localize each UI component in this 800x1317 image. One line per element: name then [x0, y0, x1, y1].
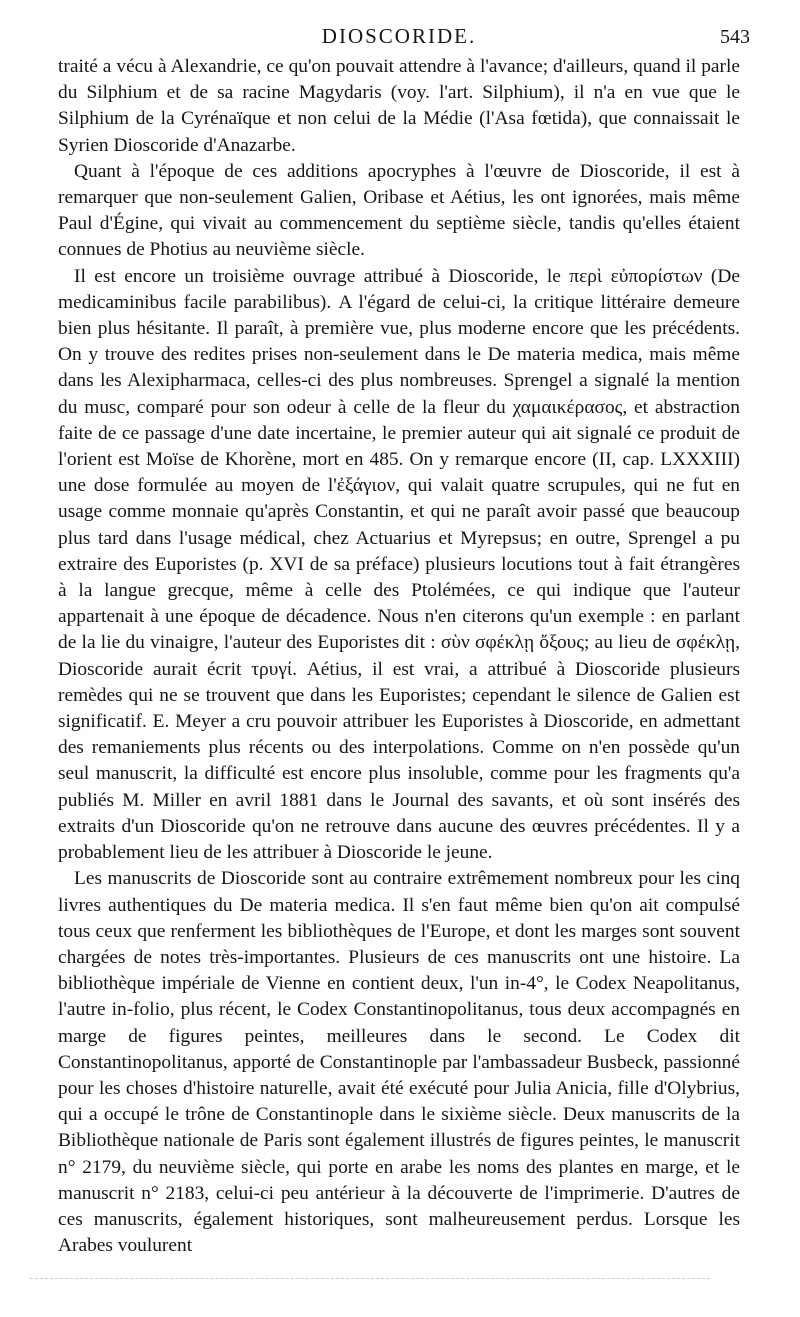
- body-text: [58, 54, 740, 1259]
- running-head: DIOSCORIDE.: [321, 24, 477, 48]
- paragraph: Les manuscrits de Dioscoride sont au contraire extrêmement nombreux pour les cinq livres authentiques du De materia medica. Il s'en faut même bien qu'on ait compulsé tous ceux que renferment les bibliothèques de l'Europe, et dont les marges sont souvent chargées de notes très-importantes. Plusieurs de ces manuscrits ont une histoire. La bibliothèque impériale de Vienne en contient deux, l'un in-4°, le Codex Neapolitanus, l'autre in-folio, plus récent, le Codex Constantinopolitanus, tous deux accompagnés en marge de figures peintes, meilleures dans le second. Le Codex dit Constantinopolitanus, apporté de Constantinople par l'ambassadeur Busbeck, passionné pour les choses d'histoire naturelle, avait été exécuté pour Julia Anicia, fille d'Olybrius, qui a occupé le trône de Constantinople dans le sixième siècle. Deux manuscrits de la Bibliothèque nationale de Paris sont également illustrés de figures peintes, le manuscrit n° 2179, du neuvième siècle, qui porte en arabe les noms des plantes en marge, et le manuscrit n° 2183, celui-ci peu antérieur à la découverte de l'imprimerie. D'autres de ces manuscrits, également historiques, sont malheureusement perdus. Lorsque les Arabes voulurent: [58, 868, 740, 1257]
- paragraph: Quant à l'époque de ces additions apocryphes à l'œuvre de Dioscoride, il est à remarquer que non-seulement Galien, Oribase et Aétius, les ont ignorées, mais même Paul d'Égine, qui vivait au commencement du septième siècle, tandis qu'elles étaient connues de Photius au neuvième siècle.: [58, 160, 740, 261]
- paragraph: Il est encore un troisième ouvrage attribué à Dioscoride, le περὶ εὐπορίστων (De medicaminibus facile parabilibus). A l'égard de celui-ci, la critique littéraire demeure bien plus hésitante. Il paraît, à première vue, plus moderne encore que les précédents. On y trouve des redites prises non-seulement dans le De materia medica, mais même dans les Alexipharmaca, celles-ci des plus nombreuses. Sprengel a signalé la mention du musc, comparé pour son odeur à celle de la fleur du χαμαικέρασος, et abstraction faite de ce passage d'une date incertaine, le premier auteur qui ait signalé ce produit de l'orient est Moïse de Khorène, mort en 485. On y remarque encore (II, cap. LXXXIII) une dose formulée au moyen de l'ἐξάγιον, qui valait quatre scrupules, qui ne fut en usage comme monnaie qu'après Constantin, et qui ne paraît avoir passé que beaucoup plus tard dans l'usage médical, chez Actuarius et Myrepsus; en outre, Sprengel a pu extraire des Euporistes (p. XVI de sa préface) plusieurs locutions tout à fait étrangères à la langue grecque, même à celle des Ptolémées, ce qui indique que l'auteur appartenait à une époque de décadence. Nous n'en citerons qu'un exemple : en parlant de la lie du vinaigre, l'auteur des Euporistes dit : σὺν σφέκλῃ ὄξους; au lieu de σφέκλῃ, Dioscoride aurait écrit τρυγί. Aétius, il est vrai, a attribué à Dioscoride plusieurs remèdes qui ne se trouvent que dans les Euporistes; cependant le silence de Galien est significatif. E. Meyer a cru pouvoir attribuer les Euporistes à Dioscoride, en admettant des remaniements plus récents ou des interpolations. Comme on n'en possède qu'un seul manuscrit, la difficulté est encore plus insoluble, comme pour les fragments qu'a publiés M. Miller en avril 1881 dans le Journal des savants, et où sont insérés des extraits d'un Dioscoride qu'on ne retrouve dans aucune des œuvres précédentes. Il y a probablement lieu de les attribuer à Dioscoride le jeune.: [58, 265, 740, 864]
- page-number: 543: [720, 26, 750, 48]
- footer-rule: [30, 1278, 710, 1279]
- page-header: [58, 24, 750, 54]
- paragraph: traité a vécu à Alexandrie, ce qu'on pouvait attendre à l'avance; d'ailleurs, quand il parle du Silphium et de sa racine Magydaris (voy. l'art. Silphium), il n'a en vue que le Silphium de la Cyrénaïque et non celui de la Médie (l'Asa fœtida), que connaissait le Syrien Dioscoride d'Anazarbe.: [58, 56, 740, 156]
- page: [58, 24, 750, 1259]
